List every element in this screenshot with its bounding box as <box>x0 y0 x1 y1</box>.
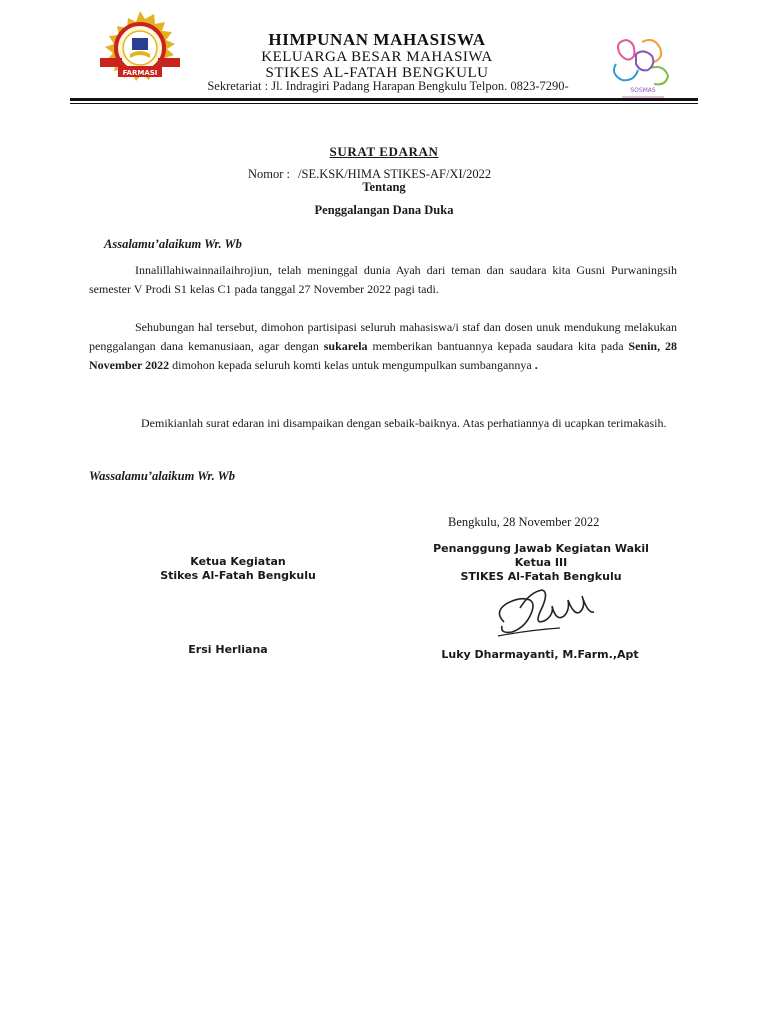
emphasis-voluntary: sukarela <box>323 339 368 353</box>
right-signatory-institution: STIKES Al-Fatah Bengkulu <box>460 570 622 583</box>
sosmas-logo <box>608 34 678 100</box>
left-signatory-institution: Stikes Al-Fatah Bengkulu <box>160 569 316 582</box>
letter-subject: Penggalangan Dana Duka <box>314 203 454 217</box>
left-signatory-name: Ersi Herliana <box>188 643 268 656</box>
paragraph-request-text: Sehubungan hal tersebut, dimohon partisipasi seluruh mahasiswa/i staf dan dosen unuk mendukung melakukan penggalangan dana kemanusiaan, agar dengan <box>89 320 677 353</box>
paragraph-announcement-text: Innalillahiwainnailaihrojiun, telah meninggal dunia Ayah dari teman dan saudara kita Gusni Purwaningsih semester V Prodi S1 kelas C1 pada tanggal 27 November 2022 pagi tadi. <box>89 263 677 296</box>
right-signatory-role: Penanggung Jawab Kegiatan Wakil <box>433 542 649 555</box>
subject-label: Tentang <box>362 180 406 194</box>
header-divider-thin <box>70 103 698 104</box>
paragraph-request <box>89 318 677 375</box>
sosmas-logo-text: SOSMAS <box>630 87 656 94</box>
right-signatory-title <box>418 542 664 584</box>
left-signatory-title <box>128 555 348 583</box>
paragraph-closing <box>95 414 671 433</box>
secretariat-address: Sekretariat : Jl. Indragiri Padang Harapan Bengkulu Telpon. 0823-7290- <box>207 79 569 93</box>
letter-number-label: Nomor : <box>248 167 291 181</box>
paragraph-request-text-3: dimohon kepada seluruh komti kelas untuk mengumpulkan sumbangannya <box>169 358 535 372</box>
right-signatory-name: Luky Dharmayanti, M.Farm.,Apt <box>441 648 639 661</box>
org-subname: KELUARGA BESAR MAHASIWA <box>261 49 493 65</box>
paragraph-announcement <box>89 261 677 299</box>
right-signatory-role-2: Ketua III <box>514 556 568 569</box>
left-signatory-role: Ketua Kegiatan <box>190 555 286 568</box>
org-name: HIMPUNAN MAHASISWA <box>268 30 486 49</box>
greeting: Assalamu’alaikum Wr. Wb <box>104 237 242 251</box>
paragraph-closing-text: Demikianlah surat edaran ini disampaikan dengan sebaik-baiknya. Atas perhatiannya di ucapkan terimakasih. <box>141 416 667 430</box>
letter-title: SURAT EDARAN <box>329 144 439 159</box>
letter-number-value: /SE.KSK/HIMA STIKES-AF/XI/2022 <box>298 167 492 181</box>
logo-banner-text: FARMASI <box>122 69 158 77</box>
header-divider-thick <box>70 98 698 101</box>
emphasis-date: Senin, 28 November 2022 <box>89 339 678 372</box>
closing-salutation: Wassalamu’alaikum Wr. Wb <box>89 469 235 483</box>
handwritten-signature <box>490 582 600 644</box>
paragraph-request-text-2: memberikan bantuannya kepada saudara kita pada <box>367 339 629 353</box>
paragraph-request-period: . <box>534 358 538 372</box>
institution-name: STIKES AL-FATAH BENGKULU <box>265 65 489 81</box>
place-date: Bengkulu, 28 November 2022 <box>448 515 600 529</box>
